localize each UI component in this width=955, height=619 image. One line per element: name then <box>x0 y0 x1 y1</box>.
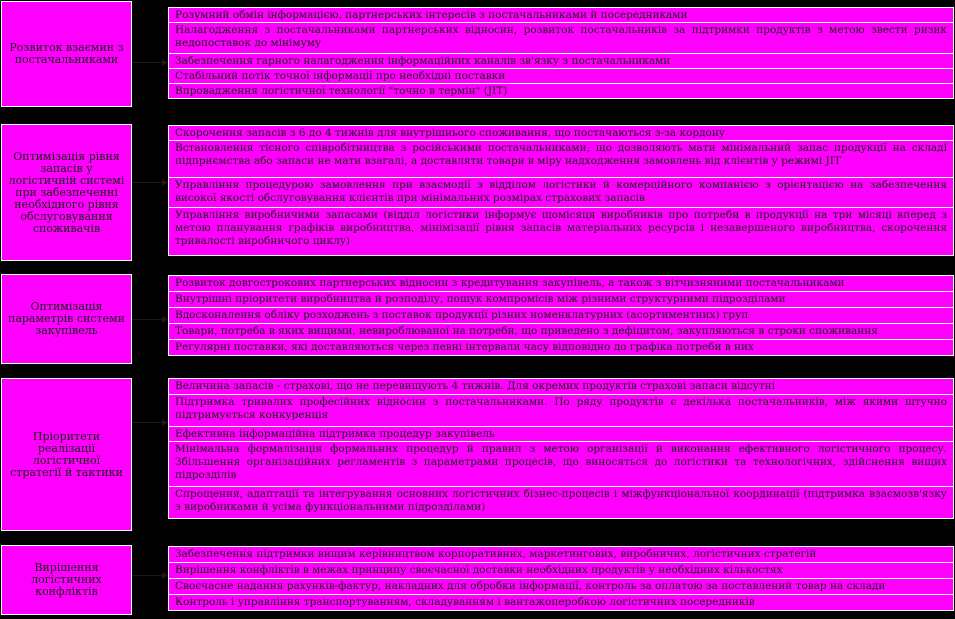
group-4-items <box>168 378 954 519</box>
group-5-label: Вирішення логістичних конфліктів <box>1 545 132 615</box>
group-4-item: Спрощення, адаптації та інтегрування основних логістичних бізнес-процесів і міжфункціональної координації (підтримка взаємозв'язку з виробниками й усіма функціональними підрозділами) <box>168 486 954 519</box>
group-2-item: Управління процедурою замовлення при взаємодії з відділом логістики й комерційного компанією з орієнтацією на забезпечення високої якості обслуговування клієнтів при мінімальних розмірах страхових запасів <box>168 177 954 208</box>
group-3-label: Оптимізація параметрів системи закупівель <box>1 274 132 364</box>
group-1-label: Розвиток взаємин з постачальниками <box>1 1 132 107</box>
group-1-item: Впровадження логістичної технології "точно в термін" (JIT) <box>168 83 954 99</box>
group-2-item: Скорочення запасів з 6 до 4 тижнів для внутрішнього споживання, що постачаються з-за кордону <box>168 125 954 141</box>
group-4-item: Підтримка тривалих професійних відносин з постачальниками. По ряду продуктів є декілька постачальників, між якими штучно підтримується конкуренція <box>168 394 954 427</box>
group-3-item: Розвиток довгострокових партнерських відносин з кредитування закупівель, а також з вітчизняними постачальниками <box>168 275 954 292</box>
group-3-arrow <box>132 315 169 324</box>
group-3-item: Вдосконалення обліку розходжень з поставок продукції різних номенклатурних (асортиментних) груп <box>168 307 954 324</box>
group-5-item: Своєчасне надання рахунків-фактур, накладних для обробки інформації, контроль за оплатою за поставлений товар на склади <box>168 578 954 595</box>
group-1-arrow <box>132 58 169 67</box>
group-1-item: Стабільний потік точної інформації про необхідні поставки <box>168 68 954 84</box>
group-1-item: Налагодження з постачальниками партнерських відносин, розвиток постачальників за підтримки продуктів з метою звести ризик недопоставок до мінімуму <box>168 22 954 54</box>
group-2-item: Управління виробничими запасами (відділ логістики інформує щомісяця виробників про потреби в продукції на три місяці вперед з метою планування графіків виробництва, мінімізації рівня запасів матеріальних ресурсів і незавершеного виробництва, скорочення тривалості виробничого циклу) <box>168 207 954 256</box>
group-4-arrow <box>132 418 169 427</box>
group-4-label: Пріоритети реалізації логістичної стратегії й тактики <box>1 378 132 531</box>
group-1-items <box>168 7 954 99</box>
group-5-arrow <box>132 571 169 580</box>
group-3-item: Внутрішні пріоритети виробництва й розподілу, пошук компромісів між різними структурними підрозділами <box>168 291 954 308</box>
group-2-label: Оптимізація рівня запасів у логістичній системі при забезпеченні необхідного рівня обслуговування споживачів <box>1 124 132 261</box>
group-1-item: Розумний обмін інформацією, партнерських інтересів з постачальниками й посередниками <box>168 7 954 23</box>
group-5-item: Контроль і управління транспортуванням, складуванням і вантажоперобкою логістичних посередників <box>168 594 954 611</box>
group-3-items <box>168 275 954 356</box>
group-2-arrow <box>132 178 169 187</box>
group-5-items <box>168 546 954 611</box>
group-2-items <box>168 125 954 256</box>
group-1-item: Забезпечення гарного налагодження інформаційних каналів зв'язку з постачальниками <box>168 53 954 69</box>
group-4-item: Величина запасів - страхові, що не перевищують 4 тижнів. Для окремих продуктів страхові запаси відсутні <box>168 378 954 395</box>
group-5-item: Вирішення конфліктів в межах принципу своєчасної доставки необхідних продуктів у необхідних кількостях <box>168 562 954 579</box>
group-3-item: Товари, потреба в яких вищими, невироблюваної на потреби, що приведено з дефіцитом, закупляються в строки споживання <box>168 323 954 340</box>
group-4-item: Мінімальна формалізація формальних процедур й правил з метою організації й виконання ефективного логістичного процесу. Збільшення організаційних регламентів з параметрами процесів, що виносяться до логістики та технологічних, здійснення вищих підрозділів <box>168 441 954 487</box>
group-5-item: Забезпечення підтримки вищим керівництвом корпоративних, маркетингових, виробничих, логістичних стратегій <box>168 546 954 563</box>
group-3-item: Регулярні поставки, які доставляються через певні інтервали часу відповідно до графіка потреби в них <box>168 339 954 356</box>
group-4-item: Ефективна інформаційна підтримка процедур закупівель <box>168 426 954 442</box>
group-2-item: Встановлення тісного співробітництва з російськими постачальниками, що дозволяють мати мінімальний запас продукції на складі підприємства або запаси не мати взагалі, а доставляти товари в міру надходження замовлень від клієнтів у режимі JIT <box>168 140 954 178</box>
